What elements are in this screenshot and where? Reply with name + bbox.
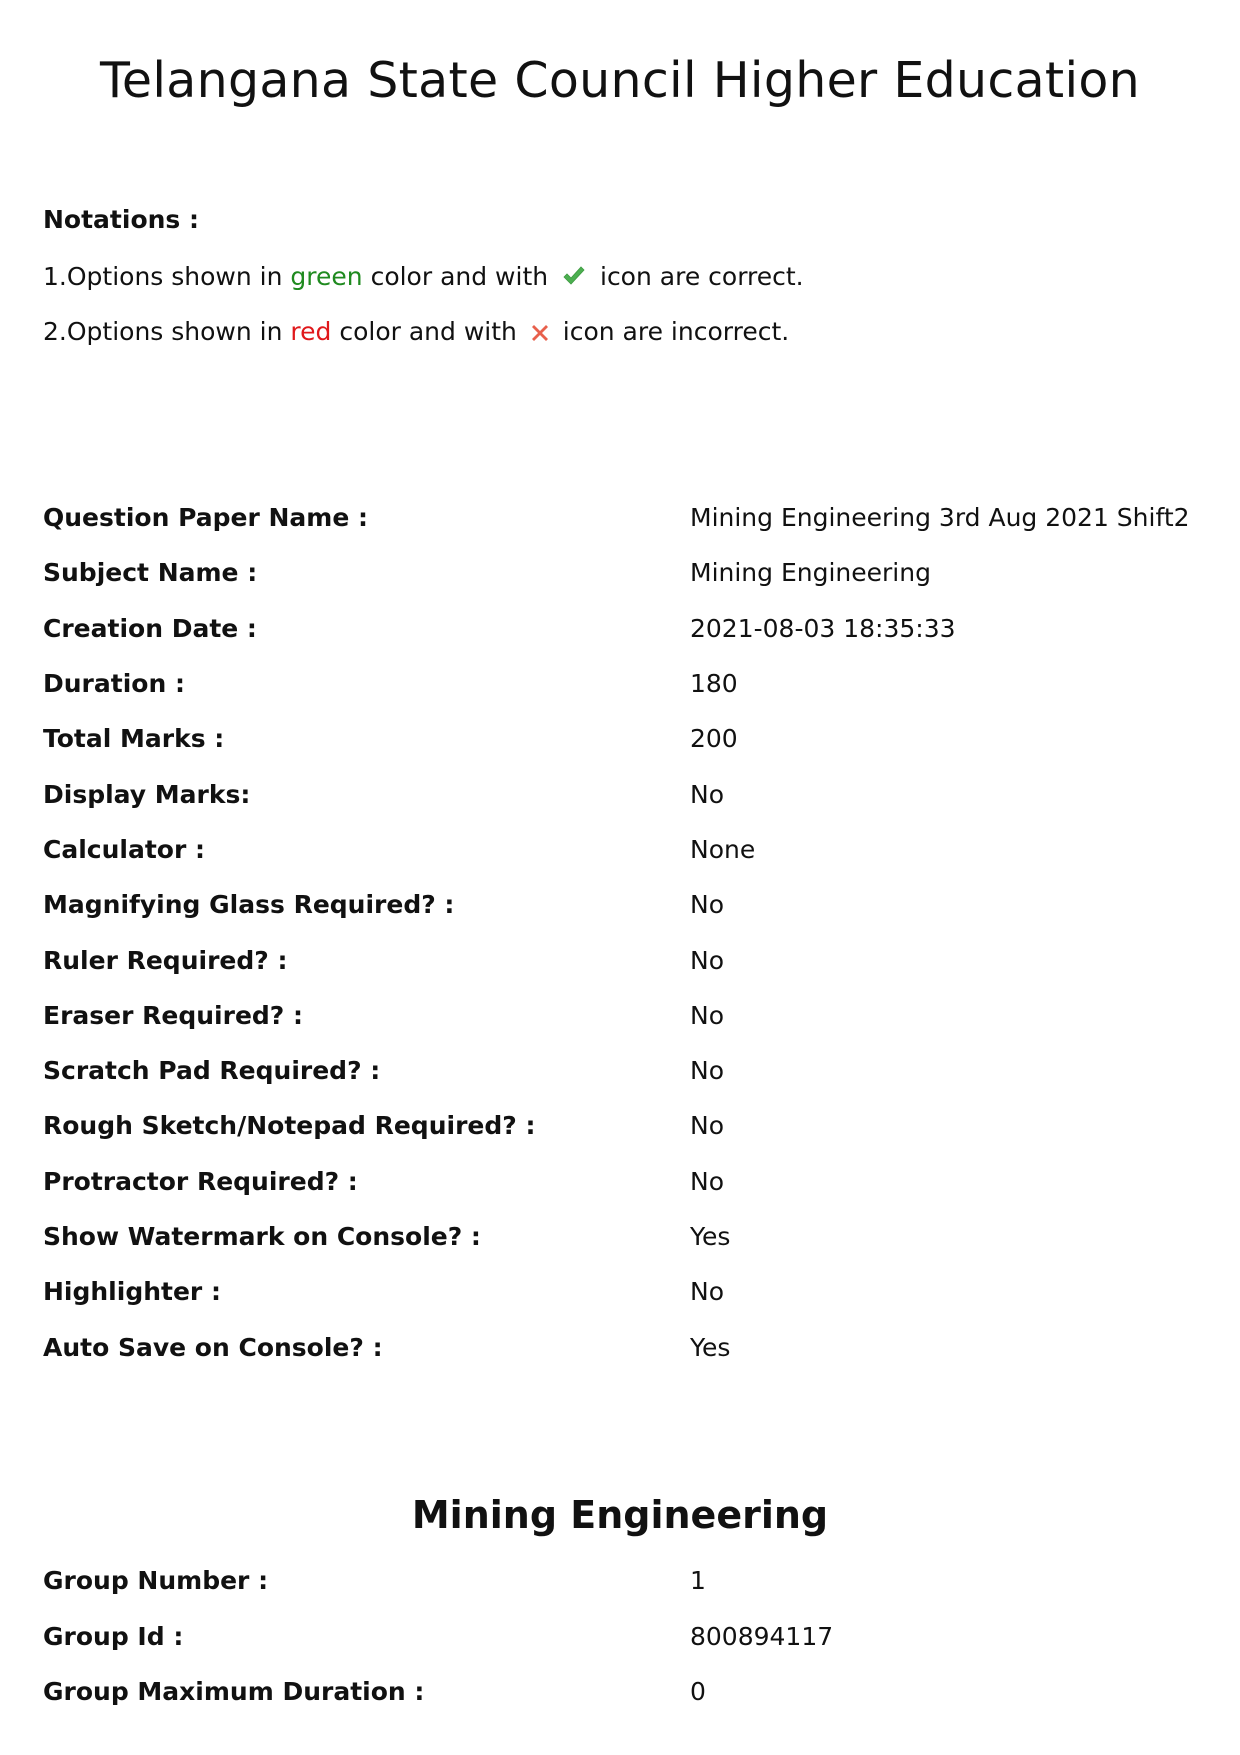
info-value: Mining Engineering 3rd Aug 2021 Shift2: [690, 503, 1190, 533]
table-row: [43, 1664, 1203, 1720]
table-row: [43, 545, 1203, 600]
info-value: No: [690, 779, 724, 809]
page-title: Telangana State Council Higher Education: [100, 52, 1140, 109]
table-row: [43, 601, 1203, 656]
table-row: [43, 1319, 1203, 1374]
info-value: Mining Engineering: [690, 558, 931, 588]
notation-correct-middle: color and with: [362, 262, 557, 291]
table-row: [43, 766, 1203, 821]
info-value: None: [690, 834, 756, 864]
info-value: No: [690, 945, 724, 975]
table-row: [43, 490, 1203, 545]
info-label: Ruler Required? :: [43, 945, 288, 975]
info-label: Question Paper Name :: [43, 503, 368, 533]
group-label: Group Number :: [43, 1566, 269, 1596]
notation-incorrect-suffix: icon are incorrect.: [554, 317, 790, 346]
table-row: [43, 711, 1203, 766]
notation-correct-prefix: 1.Options shown in: [43, 262, 291, 291]
group-label: Group Id :: [43, 1621, 184, 1651]
notation-correct-line: [43, 262, 804, 293]
section-title: Mining Engineering: [411, 1493, 829, 1537]
info-value: No: [690, 1111, 724, 1141]
table-row: [43, 932, 1203, 987]
info-label: Eraser Required? :: [43, 1000, 303, 1030]
info-label: Creation Date :: [43, 613, 257, 643]
check-icon: [562, 264, 586, 293]
table-row: [43, 1209, 1203, 1264]
notation-red-word: red: [290, 317, 332, 346]
notations-heading: Notations :: [43, 205, 199, 234]
info-value: No: [690, 1277, 724, 1307]
info-label: Calculator :: [43, 834, 205, 864]
info-value: Yes: [690, 1332, 731, 1362]
paper-info-table: [43, 490, 1203, 1375]
table-row: [43, 1043, 1203, 1098]
info-label: Display Marks:: [43, 779, 251, 809]
info-value: No: [690, 1000, 724, 1030]
cross-icon: [531, 319, 549, 348]
info-value: 180: [690, 669, 738, 699]
info-value: No: [690, 1056, 724, 1086]
table-row: [43, 988, 1203, 1043]
notation-incorrect-line: [43, 317, 789, 348]
group-value: 0: [690, 1677, 706, 1707]
info-value: No: [690, 890, 724, 920]
info-label: Total Marks :: [43, 724, 225, 754]
table-row: [43, 1553, 1203, 1609]
table-row: [43, 656, 1203, 711]
table-row: [43, 1264, 1203, 1319]
notation-green-word: green: [290, 262, 363, 291]
table-row: [43, 822, 1203, 877]
info-value: 200: [690, 724, 738, 754]
info-value: Yes: [690, 1222, 731, 1251]
info-label: Magnifying Glass Required? :: [43, 890, 455, 920]
group-info-table: [43, 1553, 1203, 1720]
table-row: [43, 1609, 1203, 1665]
info-label: Auto Save on Console? :: [43, 1332, 383, 1362]
info-value: No: [690, 1166, 724, 1196]
notation-incorrect-prefix: 2.Options shown in: [43, 317, 291, 346]
notation-incorrect-middle: color and with: [331, 317, 525, 346]
table-row: [43, 1154, 1203, 1209]
group-value: 1: [690, 1566, 706, 1596]
info-label: Protractor Required? :: [43, 1166, 358, 1196]
group-value: 800894117: [690, 1621, 834, 1651]
info-label: Scratch Pad Required? :: [43, 1056, 381, 1086]
info-value: 2021-08-03 18:35:33: [690, 613, 956, 643]
info-label: Highlighter :: [43, 1277, 221, 1307]
info-label: Show Watermark on Console? :: [43, 1222, 481, 1251]
table-row: [43, 877, 1203, 932]
table-row: [43, 1098, 1203, 1153]
group-label: Group Maximum Duration :: [43, 1677, 425, 1707]
info-label: Duration :: [43, 669, 185, 699]
info-label: Subject Name :: [43, 558, 258, 588]
notation-correct-suffix: icon are correct.: [592, 262, 804, 291]
info-label: Rough Sketch/Notepad Required? :: [43, 1111, 536, 1141]
